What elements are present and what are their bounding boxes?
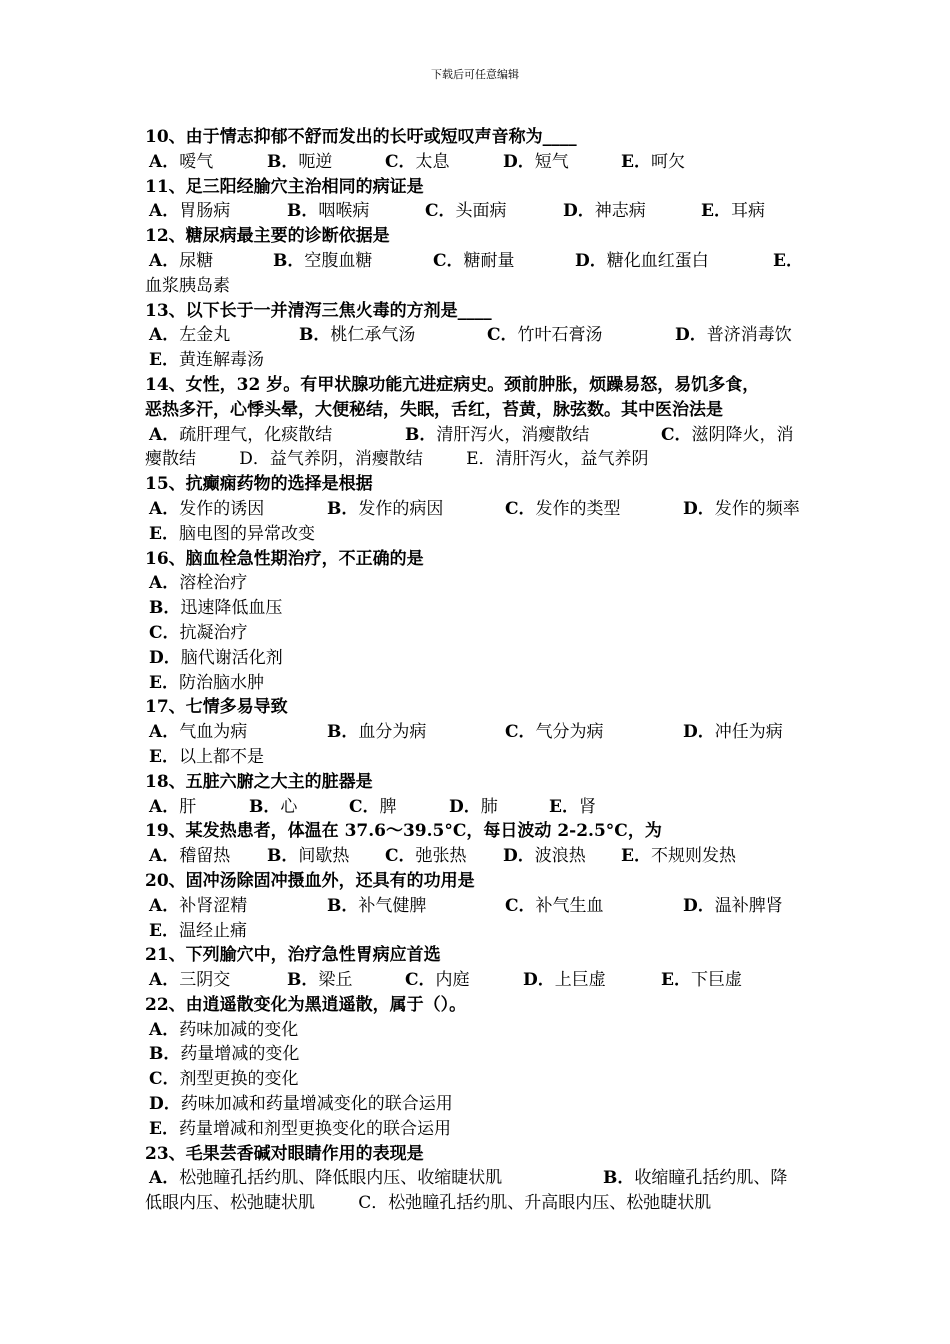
question-stem: 14、女性，32 岁。有甲状腺功能亢进症病史。颈前肿胀，烦躁易怒，易饥多食，: [145, 374, 760, 395]
option-text: 迅速降低血压: [180, 598, 283, 619]
option-text: 药量增减的变化: [180, 1044, 300, 1065]
option-text: 耳病: [730, 201, 765, 222]
option-row: [145, 844, 817, 869]
option-letter: C．: [425, 201, 456, 222]
answer-option: [503, 844, 621, 869]
option-text: 药量增减和剂型更换变化的联合运用: [178, 1118, 451, 1139]
option-row: [145, 720, 817, 745]
option-row: [145, 1166, 817, 1191]
answer-option: [149, 348, 349, 373]
answer-option: [149, 745, 349, 770]
option-row: [145, 323, 817, 348]
option-text: 抗凝治疗: [179, 622, 248, 643]
continuation-text: 瘿散结 D．益气养阴，消瘿散结 E．清肝泻火，益气养阴: [145, 449, 649, 470]
option-text: 尿糖: [179, 250, 214, 271]
option-text: 温补脾肾: [714, 895, 783, 916]
option-text: 脑代谢活化剂: [180, 647, 283, 668]
option-text: 肝: [179, 796, 197, 817]
option-letter: E．: [701, 201, 731, 222]
answer-option: [773, 249, 813, 274]
answer-option: [575, 249, 773, 274]
answer-option: [327, 497, 505, 522]
option-row: [145, 646, 817, 671]
answer-option: [149, 323, 299, 348]
option-letter: D．: [503, 846, 535, 867]
option-text: 稽留热: [179, 846, 231, 867]
answer-option: [523, 968, 661, 993]
document-body: [145, 125, 817, 1216]
option-text: 发作的病因: [358, 498, 444, 519]
option-letter: C．: [149, 622, 180, 643]
option-letter: B．: [327, 895, 359, 916]
option-letter: B．: [327, 722, 359, 743]
answer-option: [149, 249, 273, 274]
option-text: 上巨虚: [554, 970, 606, 991]
option-text: 肺: [480, 796, 498, 817]
answer-option: [327, 720, 505, 745]
answer-option: [433, 249, 575, 274]
option-letter: E．: [149, 523, 179, 544]
answer-option: [683, 894, 817, 919]
option-letter: B．: [149, 598, 181, 619]
option-letter: B．: [405, 424, 437, 445]
option-text: 松弛瞳孔括约肌、降低眼内压、收缩睫状肌: [179, 1168, 503, 1189]
option-letter: B．: [603, 1168, 635, 1189]
option-text: 剂型更换的变化: [179, 1069, 299, 1090]
option-letter: B．: [149, 1044, 181, 1065]
answer-option: [149, 671, 349, 696]
option-text: 普济消毒饮: [706, 325, 792, 346]
question-stem: 20、固冲汤除固冲摄血外，还具有的功用是: [145, 870, 475, 891]
answer-option: [603, 1166, 817, 1191]
answer-option: [683, 497, 817, 522]
option-letter: A．: [149, 250, 180, 271]
answer-option: [149, 720, 327, 745]
answer-option: [149, 795, 249, 820]
answer-option: [621, 150, 739, 175]
answer-option: [425, 199, 563, 224]
option-letter: C．: [433, 250, 464, 271]
option-text: 心: [280, 796, 298, 817]
option-letter: A．: [149, 424, 180, 445]
question-stem: 12、糖尿病最主要的诊断依据是: [145, 226, 390, 247]
option-text: 溶栓治疗: [179, 573, 248, 594]
option-text: 内庭: [435, 970, 470, 991]
option-text: 左金丸: [179, 325, 231, 346]
answer-option: [487, 323, 675, 348]
option-text: 发作的诱因: [179, 498, 265, 519]
question-stem: 16、脑血栓急性期治疗，不正确的是: [145, 548, 424, 569]
option-text: 药味加减的变化: [179, 1019, 299, 1040]
option-text: 间歇热: [298, 846, 350, 867]
option-text: 补气生血: [535, 895, 604, 916]
option-text: 补气健脾: [358, 895, 427, 916]
answer-option: [149, 646, 349, 671]
option-letter: A．: [149, 970, 180, 991]
option-letter: E．: [621, 846, 651, 867]
option-row: [145, 1117, 817, 1142]
answer-option: [385, 844, 503, 869]
option-text: 温经止痛: [178, 920, 247, 941]
option-letter: D．: [563, 201, 595, 222]
answer-option: [149, 1166, 603, 1191]
option-text: 气分为病: [535, 722, 604, 743]
option-text: 太息: [415, 151, 450, 172]
option-row: [145, 1092, 817, 1117]
option-text: 波浪热: [534, 846, 586, 867]
answer-option: [149, 1092, 549, 1117]
option-row: [145, 919, 817, 944]
option-text: 脑电图的异常改变: [178, 523, 315, 544]
option-text: 以上都不是: [178, 746, 264, 767]
option-row: [145, 348, 817, 373]
answer-option: [385, 150, 503, 175]
option-row: [145, 795, 817, 820]
question-stem: 19、某发热患者，体温在 37.6～39.5°C，每日波动 2-2.5°C，为: [145, 821, 662, 842]
option-text: 黄连解毒汤: [178, 350, 264, 371]
option-letter: B．: [273, 250, 305, 271]
option-row: [145, 1067, 817, 1092]
answer-option: [149, 497, 327, 522]
answer-option: [149, 919, 349, 944]
option-text: 空腹血糖: [304, 250, 373, 271]
option-row: [145, 249, 817, 274]
answer-option: [149, 571, 349, 596]
option-text: 糖化血红蛋白: [606, 250, 709, 271]
option-row: [145, 522, 817, 547]
option-letter: E．: [621, 151, 651, 172]
option-letter: B．: [287, 970, 319, 991]
option-letter: A．: [149, 1168, 180, 1189]
option-row: [145, 199, 817, 224]
option-text: 清肝泻火，消瘿散结: [436, 424, 590, 445]
option-letter: A．: [149, 325, 180, 346]
answer-option: [149, 894, 327, 919]
answer-option: [149, 1018, 449, 1043]
question-stem: 21、下列腧穴中，治疗急性胃病应首选: [145, 945, 441, 966]
option-letter: E．: [549, 796, 579, 817]
question-stem: 23、毛果芸香碱对眼睛作用的表现是: [145, 1143, 424, 1164]
option-text: 血分为病: [358, 722, 427, 743]
option-row: [145, 596, 817, 621]
answer-option: [273, 249, 433, 274]
option-letter: D．: [523, 970, 555, 991]
option-text: 冲任为病: [714, 722, 783, 743]
option-letter: C．: [505, 722, 536, 743]
option-letter: D．: [683, 722, 715, 743]
question-stem: 11、足三阳经腧穴主治相同的病证是: [145, 176, 424, 197]
option-text: 短气: [534, 151, 569, 172]
question-stem: 10、由于情志抑郁不舒而发出的长吁或短叹声音称为____: [145, 127, 577, 147]
option-letter: C．: [149, 1069, 180, 1090]
option-text: 呃逆: [298, 151, 333, 172]
option-text: 桃仁承气汤: [330, 325, 416, 346]
option-text: 药味加减和药量增减变化的联合运用: [180, 1094, 453, 1115]
option-row: [145, 571, 817, 596]
option-row: [145, 671, 817, 696]
option-row: [145, 497, 817, 522]
option-letter: E．: [661, 970, 691, 991]
option-letter: E．: [149, 672, 179, 693]
option-row: [145, 968, 817, 993]
option-text: 防治脑水肿: [178, 672, 264, 693]
option-letter: D．: [449, 796, 481, 817]
option-text: 胃肠病: [179, 201, 231, 222]
answer-option: [327, 894, 505, 919]
answer-option: [405, 968, 523, 993]
answer-option: [149, 423, 405, 448]
option-text: 肾: [578, 796, 596, 817]
option-letter: A．: [149, 573, 180, 594]
answer-option: [287, 968, 405, 993]
answer-option: [505, 720, 683, 745]
option-text: 不规则发热: [650, 846, 736, 867]
answer-option: [149, 1117, 549, 1142]
option-letter: E．: [149, 920, 179, 941]
option-text: 下巨虚: [690, 970, 742, 991]
option-letter: E．: [773, 250, 803, 271]
option-text: 呵欠: [650, 151, 685, 172]
option-letter: D．: [149, 1094, 181, 1115]
question-stem: 恶热多汗，心悸头晕，大便秘结，失眠，舌红，苔黄，脉弦数。其中医治法是: [145, 399, 723, 420]
option-letter: C．: [405, 970, 436, 991]
option-row: [145, 894, 817, 919]
answer-option: [249, 795, 349, 820]
option-text: 脾: [379, 796, 397, 817]
option-letter: B．: [267, 846, 299, 867]
answer-option: [505, 894, 683, 919]
option-text: 收缩瞳孔括约肌、降: [634, 1168, 788, 1189]
option-letter: D．: [149, 647, 181, 668]
answer-option: [287, 199, 425, 224]
answer-option: [349, 795, 449, 820]
continuation-text: 血浆胰岛素: [145, 275, 230, 296]
option-text: 咽喉病: [318, 201, 370, 222]
option-letter: C．: [349, 796, 380, 817]
option-letter: C．: [505, 895, 536, 916]
question-stem: 15、抗癫痫药物的选择是根据: [145, 474, 373, 495]
option-row: [145, 423, 817, 448]
option-letter: C．: [505, 498, 536, 519]
option-letter: C．: [487, 325, 518, 346]
answer-option: [149, 199, 287, 224]
option-letter: E．: [149, 746, 179, 767]
answer-option: [149, 522, 399, 547]
answer-option: [299, 323, 487, 348]
answer-option: [683, 720, 817, 745]
option-letter: D．: [575, 250, 607, 271]
option-text: 神志病: [594, 201, 646, 222]
option-text: 弛张热: [415, 846, 467, 867]
option-text: 竹叶石膏汤: [517, 325, 603, 346]
option-letter: B．: [327, 498, 359, 519]
option-text: 滋阴降火，消: [691, 424, 794, 445]
answer-option: [661, 968, 761, 993]
option-letter: B．: [267, 151, 299, 172]
option-text: 糖耐量: [463, 250, 515, 271]
answer-option: [149, 621, 349, 646]
answer-option: [149, 844, 267, 869]
continuation-text: 低眼内压、松弛睫状肌 C．松弛瞳孔括约肌、升高眼内压、松弛睫状肌: [145, 1193, 712, 1214]
option-letter: B．: [287, 201, 319, 222]
option-letter: A．: [149, 201, 180, 222]
option-letter: A．: [149, 796, 180, 817]
question-stem: 22、由逍遥散变化为黑逍遥散，属于（）。: [145, 994, 467, 1015]
option-letter: C．: [385, 846, 416, 867]
option-letter: A．: [149, 151, 180, 172]
option-letter: A．: [149, 895, 180, 916]
question-stem: 17、七情多易导致: [145, 697, 288, 718]
option-letter: A．: [149, 722, 180, 743]
option-text: 三阴交: [179, 970, 231, 991]
answer-option: [149, 968, 287, 993]
option-letter: E．: [149, 1118, 179, 1139]
option-row: [145, 150, 817, 175]
option-text: 嗳气: [179, 151, 214, 172]
option-letter: A．: [149, 498, 180, 519]
page-header: 下载后可任意编辑: [431, 68, 519, 81]
option-letter: D．: [503, 151, 535, 172]
option-letter: D．: [675, 325, 707, 346]
answer-option: [149, 150, 267, 175]
option-text: 补肾涩精: [179, 895, 248, 916]
answer-option: [701, 199, 801, 224]
option-text: 发作的类型: [535, 498, 621, 519]
answer-option: [149, 1042, 449, 1067]
option-letter: B．: [299, 325, 331, 346]
answer-option: [675, 323, 817, 348]
question-stem: 13、以下长于一并清泻三焦火毒的方剂是____: [145, 300, 492, 321]
option-row: [145, 1042, 817, 1067]
option-letter: D．: [683, 895, 715, 916]
answer-option: [503, 150, 621, 175]
option-row: [145, 1018, 817, 1043]
question-stem: 18、五脏六腑之大主的脏器是: [145, 771, 373, 792]
answer-option: [405, 423, 661, 448]
answer-option: [149, 596, 349, 621]
answer-option: [505, 497, 683, 522]
option-row: [145, 745, 817, 770]
option-row: [145, 621, 817, 646]
answer-option: [267, 150, 385, 175]
answer-option: [267, 844, 385, 869]
answer-option: [549, 795, 609, 820]
option-letter: C．: [385, 151, 416, 172]
answer-option: [149, 1067, 449, 1092]
option-letter: C．: [661, 424, 692, 445]
option-text: 梁丘: [318, 970, 353, 991]
option-letter: B．: [249, 796, 281, 817]
option-letter: A．: [149, 1019, 180, 1040]
option-letter: A．: [149, 846, 180, 867]
option-text: 发作的频率: [714, 498, 800, 519]
answer-option: [563, 199, 701, 224]
option-text: 头面病: [455, 201, 507, 222]
option-letter: D．: [683, 498, 715, 519]
answer-option: [661, 423, 817, 448]
answer-option: [621, 844, 771, 869]
option-text: 气血为病: [179, 722, 248, 743]
option-text: 疏肝理气，化痰散结: [179, 424, 333, 445]
option-letter: E．: [149, 350, 179, 371]
answer-option: [449, 795, 549, 820]
